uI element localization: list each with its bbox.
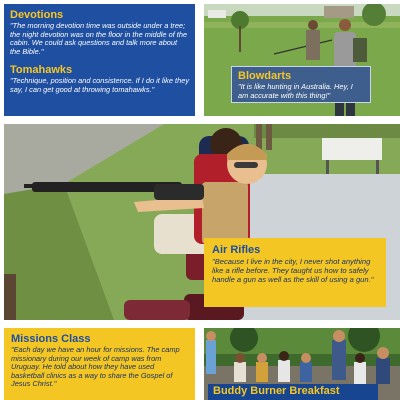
devotions-title: Devotions	[10, 9, 64, 21]
blowdarts-quote: "It is like hunting in Australia. Hey, I am accurate with this thing!"	[238, 82, 353, 100]
missions-class-quote: "Each day we have an hour for missions. The camp missionary during our week of camp was from Uruguay. He told about how they have used basketball clinics as a way to share the Gospel of Jesus Christ."	[11, 345, 180, 389]
air-rifles-caption	[204, 238, 386, 307]
devotions-tomahawks-panel	[4, 4, 195, 116]
tomahawks-title: Tomahawks	[10, 64, 73, 77]
air-rifles-quote: "Because I live in the city, I never shot anything like a rifle before. They taught us how to safely handle a gun as well as the skill of using a gun."	[212, 257, 374, 284]
tomahawks-quote: "Technique, position and consistence. If I do it like they say, I can get good at throwing tomahawks."	[10, 76, 190, 94]
blowdarts-caption	[231, 66, 371, 103]
devotions-quote: "The morning devotion time was outside under a tree; the night devotion was on the floor in the middle of the cabin. We could ask questions and talk more about the Bible."	[10, 21, 188, 56]
buddy-burner-title: Buddy Burner Breakfast	[213, 385, 340, 397]
buddy-burner-banner	[208, 384, 378, 400]
missions-class-panel	[4, 328, 195, 400]
air-rifles-title: Air Rifles	[212, 244, 261, 256]
missions-class-title: Missions Class	[11, 333, 91, 345]
blowdarts-title: Blowdarts	[238, 70, 292, 82]
